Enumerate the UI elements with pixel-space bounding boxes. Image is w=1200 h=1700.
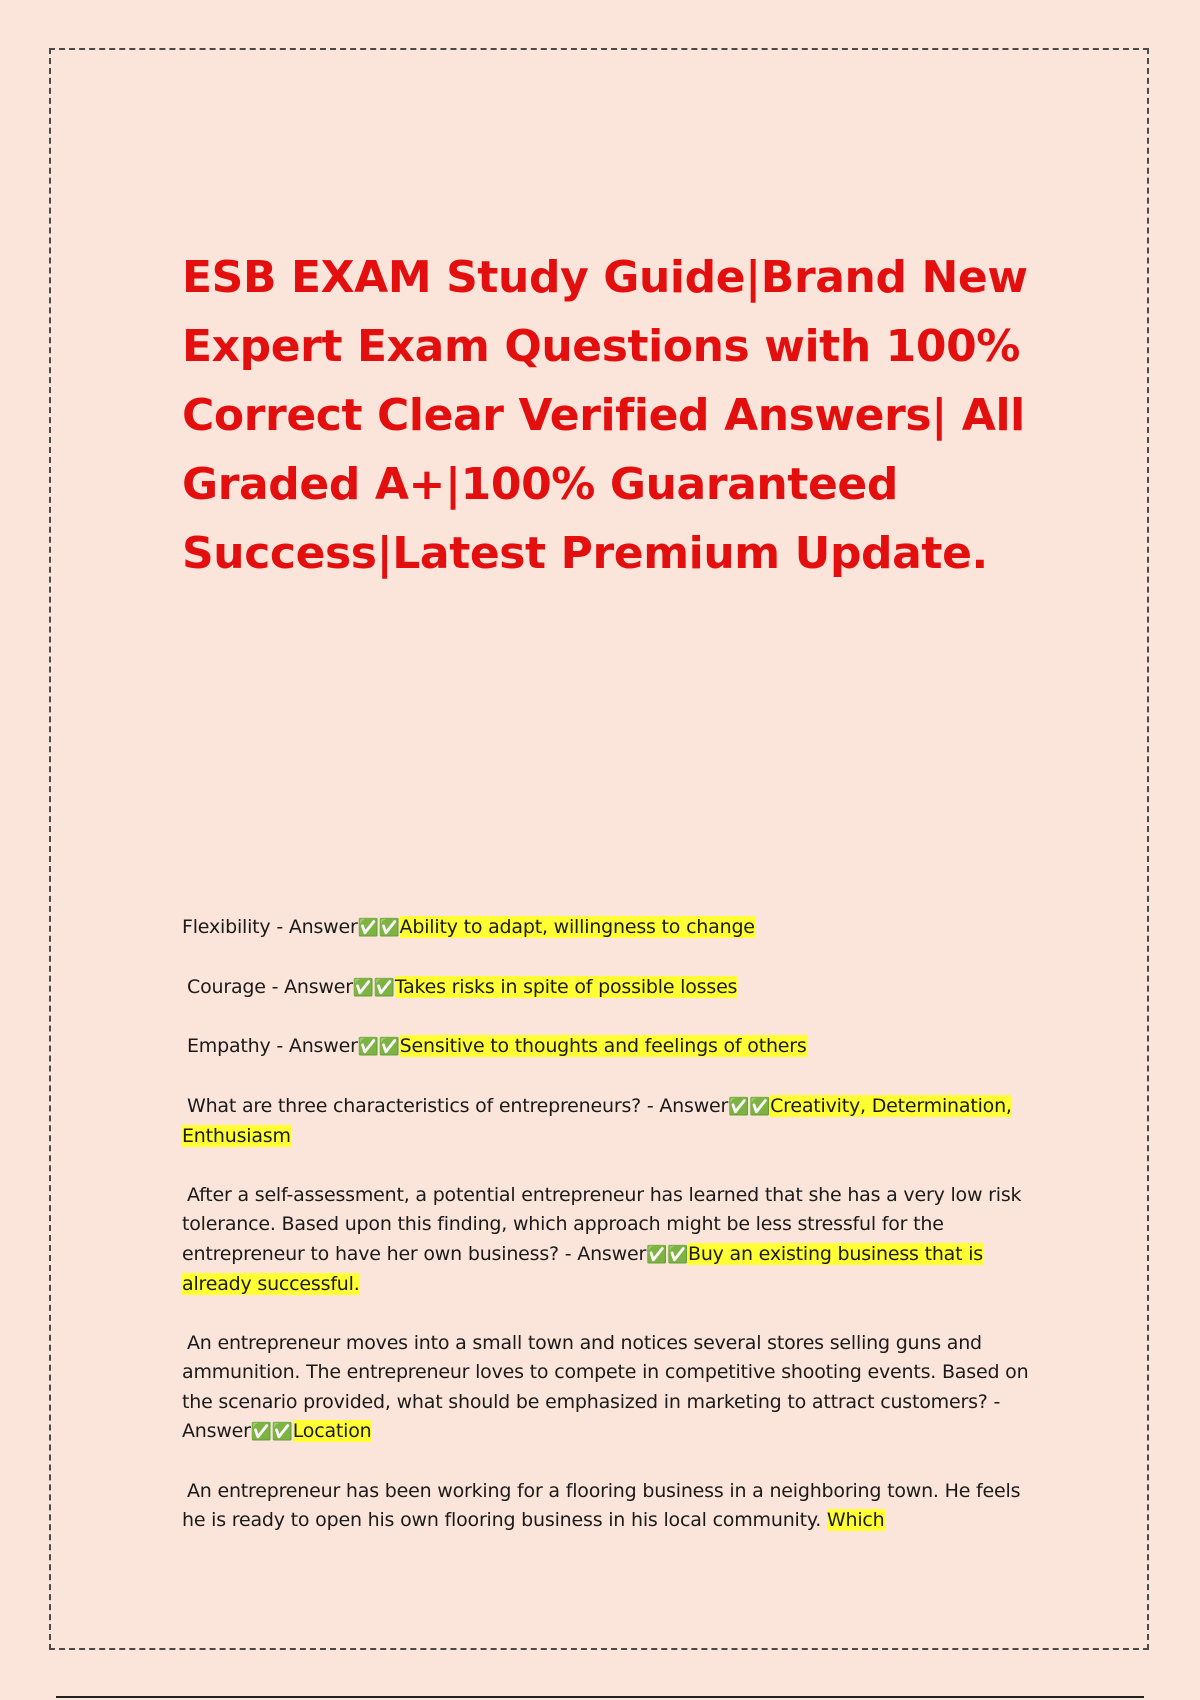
qa-item [182, 1329, 1032, 1448]
check-icon: ✅✅ [728, 1096, 771, 1117]
check-icon: ✅✅ [352, 977, 395, 998]
answer-text: Location [292, 1420, 372, 1442]
qa-item [182, 913, 1032, 944]
qa-item [182, 1032, 1032, 1063]
question-text: After a self-assessment, a potential entrepreneur has learned that she has a very low risk tolerance. Based upon this finding, which approach might be less stressful for the entrepreneur to have her own business? [182, 1183, 1022, 1265]
answer-label: - Answer [182, 1390, 1001, 1442]
answer-text: Creativity, Determination, Enthusiasm [182, 1094, 1012, 1147]
answer-label: - Answer [270, 916, 358, 938]
question-text: What are three characteristics of entrepreneurs? [187, 1094, 642, 1117]
check-icon: ✅✅ [646, 1244, 688, 1265]
answer-label: - Answer [270, 1035, 358, 1057]
document-title: ESB EXAM Study Guide|Brand New Expert Exam Questions with 100% Correct Clear Verified Answers| All Graded A+|100% Guaranteed Success|Latest Premium Update. [182, 252, 1028, 579]
qa-item [182, 973, 1032, 1004]
answer-text: Sensitive to thoughts and feelings of others [399, 1035, 807, 1057]
answer-text: Ability to adapt, willingness to change [399, 916, 755, 938]
qa-item [182, 1477, 1032, 1536]
answer-text: Takes risks in spite of possible losses [394, 975, 738, 998]
check-icon: ✅✅ [357, 918, 400, 938]
answer-label: - Answer [641, 1094, 729, 1117]
check-icon: ✅✅ [357, 1037, 400, 1057]
question-text: Empathy [187, 1035, 271, 1057]
answer-text: Buy an existing business that is already successful. [182, 1242, 983, 1295]
question-text: Courage [187, 975, 266, 998]
page-bottom-rule [56, 1696, 1144, 1698]
answer-label: - Answer [558, 1242, 647, 1265]
qa-item [182, 1181, 1032, 1300]
check-icon: ✅✅ [250, 1422, 293, 1442]
answer-label: - Answer [265, 975, 353, 998]
qa-item [182, 1092, 1032, 1152]
question-text: Flexibility [182, 916, 271, 938]
question-text: An entrepreneur has been working for a flooring business in a neighboring town. He feels he is ready to open his own flooring business in his local community. [182, 1479, 1021, 1531]
question-text: An entrepreneur moves into a small town and notices several stores selling guns and ammunition. The entrepreneur loves to compete in competitive shooting events. Based on the scenario provided, what should be emphasized in marketing to attract customers? [182, 1331, 1029, 1413]
answer-text: Which [826, 1509, 885, 1531]
qa-list [182, 913, 1032, 1565]
